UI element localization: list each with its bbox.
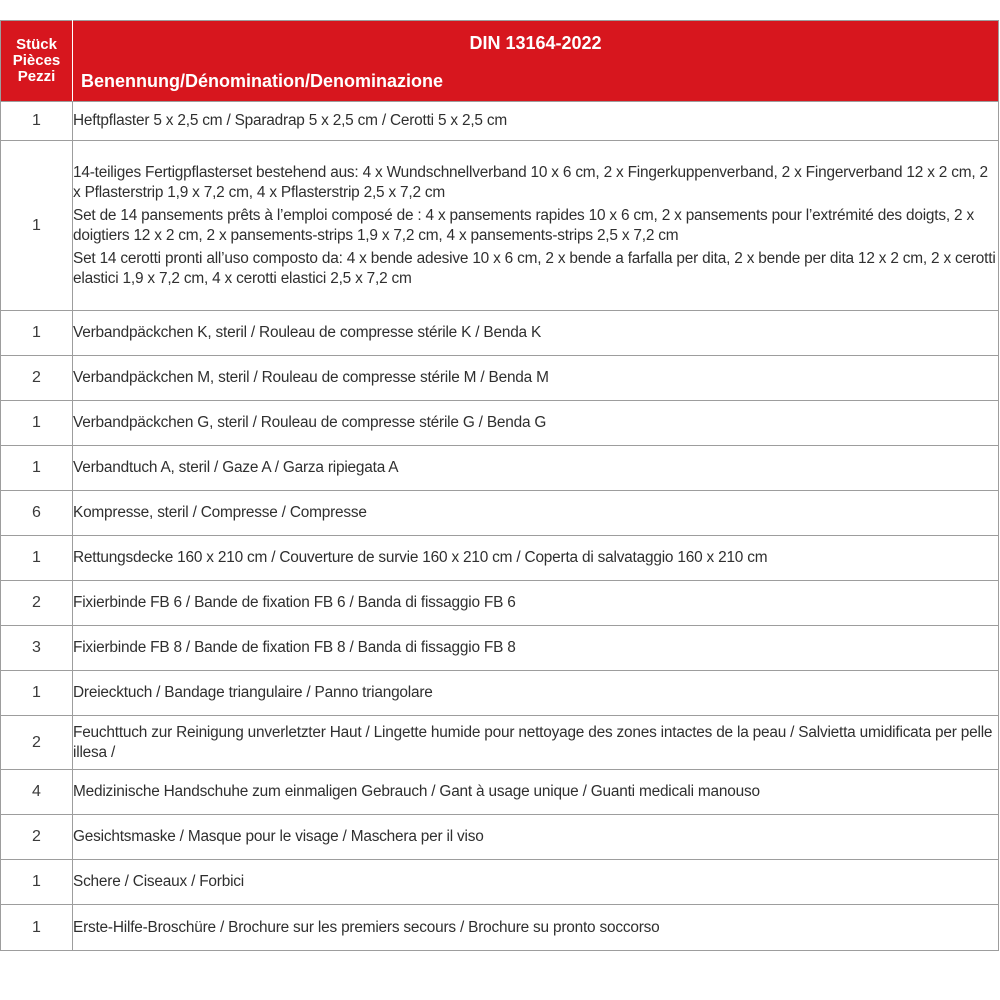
item-description: Verbandpäckchen M, steril / Rouleau de compresse stérile M / Benda M [73,369,549,386]
item-description: Kompresse, steril / Compresse / Compresse [73,504,367,521]
table-row [1,536,999,581]
item-description: Rettungsdecke 160 x 210 cm / Couverture de survie 160 x 210 cm / Coperta di salvataggio 160 x 210 cm [73,549,768,566]
table-row [1,102,999,141]
item-description-cell [73,626,999,671]
item-description: Verbandtuch A, steril / Gaze A / Garza ripiegata A [73,459,399,476]
standard-title: DIN 13164-2022 [469,33,602,53]
item-quantity: 2 [1,815,73,860]
item-description-cell [73,356,999,401]
item-description: Schere / Ciseaux / Forbici [73,873,245,890]
item-description: Dreiecktuch / Bandage triangulaire / Panno triangolare [73,684,433,701]
item-description-cell [73,491,999,536]
table-row [1,671,999,716]
item-description-cell [73,815,999,860]
item-description-cell [73,581,999,626]
item-description-cell [73,311,999,356]
quantity-label-fr: Pièces [12,52,61,69]
table-row [1,860,999,905]
item-description-cell [73,860,999,905]
item-quantity: 1 [1,671,73,716]
table-row [1,581,999,626]
item-description: 14-teiliges Fertigpflasterset bestehend aus: 4 x Wundschnellverband 10 x 6 cm, 2 x Fingerkuppenverband, 2 x Fingerverband 12 x 2 cm, 2 x Pflasterstrip 1,9 x 7,2 cm, 4 x Pflasterstrip 2,5 x 7,2 cm [73,163,988,201]
table-row [1,815,999,860]
quantity-column-header [1,21,73,102]
item-quantity: 4 [1,770,73,815]
item-description-cell [73,102,999,141]
item-description: Feuchttuch zur Reinigung unverletzter Haut / Lingette humide pour nettoyage des zones intactes de la peau / Salvietta umidificata per pelle illesa / [73,723,993,761]
table-row [1,770,999,815]
item-description-cell [73,716,999,770]
item-quantity: 1 [1,102,73,141]
item-description-cell [73,671,999,716]
item-description-cell [73,536,999,581]
item-description-cell [73,141,999,311]
item-quantity: 1 [1,311,73,356]
item-quantity: 3 [1,626,73,671]
item-description: Set 14 cerotti pronti all’uso composto da: 4 x bende adesive 10 x 6 cm, 2 x bende a farfalla per dita, 2 x bende per dita 12 x 2 cm, 2 x cerotti elastici 1,9 x 7,2 cm, 4 x cerotti elastici 2,5 x 7,2 cm [73,249,996,287]
item-description: Heftpflaster 5 x 2,5 cm / Sparadrap 5 x 2,5 cm / Cerotti 5 x 2,5 cm [73,112,507,129]
item-quantity: 2 [1,356,73,401]
item-quantity: 2 [1,716,73,770]
item-quantity: 6 [1,491,73,536]
item-description: Gesichtsmaske / Masque pour le visage / Maschera per il viso [73,828,484,845]
item-description: Fixierbinde FB 8 / Bande de fixation FB 8 / Banda di fissaggio FB 8 [73,639,516,656]
item-quantity: 1 [1,905,73,951]
contents-table-wrapper [0,20,999,951]
item-description: Verbandpäckchen G, steril / Rouleau de compresse stérile G / Benda G [73,414,547,431]
table-row [1,311,999,356]
item-description-cell [73,401,999,446]
item-description: Verbandpäckchen K, steril / Rouleau de compresse stérile K / Benda K [73,324,542,341]
item-quantity: 1 [1,401,73,446]
quantity-label-it: Pezzi [17,68,56,85]
item-description-cell [73,770,999,815]
table-row [1,356,999,401]
table-row [1,491,999,536]
name-column-label: Benennung/Dénomination/Denominazione [81,71,444,91]
table-row [1,626,999,671]
description-column-header [73,21,999,102]
item-description: Fixierbinde FB 6 / Bande de fixation FB 6 / Banda di fissaggio FB 6 [73,594,516,611]
item-quantity: 2 [1,581,73,626]
item-description: Erste-Hilfe-Broschüre / Brochure sur les premiers secours / Brochure su pronto soccorso [73,918,660,936]
table-row [1,141,999,311]
table-header-row [1,21,999,102]
item-quantity: 1 [1,536,73,581]
table-row [1,446,999,491]
table-row [1,716,999,770]
table-row [1,401,999,446]
item-description-cell [73,446,999,491]
table-row [1,905,999,951]
item-quantity: 1 [1,141,73,311]
item-description: Medizinische Handschuhe zum einmaligen Gebrauch / Gant à usage unique / Guanti medicali manouso [73,783,760,800]
item-description-cell [73,905,999,951]
table-body [1,102,999,951]
first-aid-contents-table [0,20,999,951]
item-quantity: 1 [1,860,73,905]
item-description: Set de 14 pansements prêts à l’emploi composé de : 4 x pansements rapides 10 x 6 cm, 2 x pansements pour l’extrémité des doigts, 2 x doigtiers 12 x 2 cm, 2 x pansements-strips 1,9 x 7,2 cm, 4 x pansements-strips 2,5 x 7,2 cm [73,206,974,244]
item-quantity: 1 [1,446,73,491]
quantity-label-de: Stück [16,36,57,53]
